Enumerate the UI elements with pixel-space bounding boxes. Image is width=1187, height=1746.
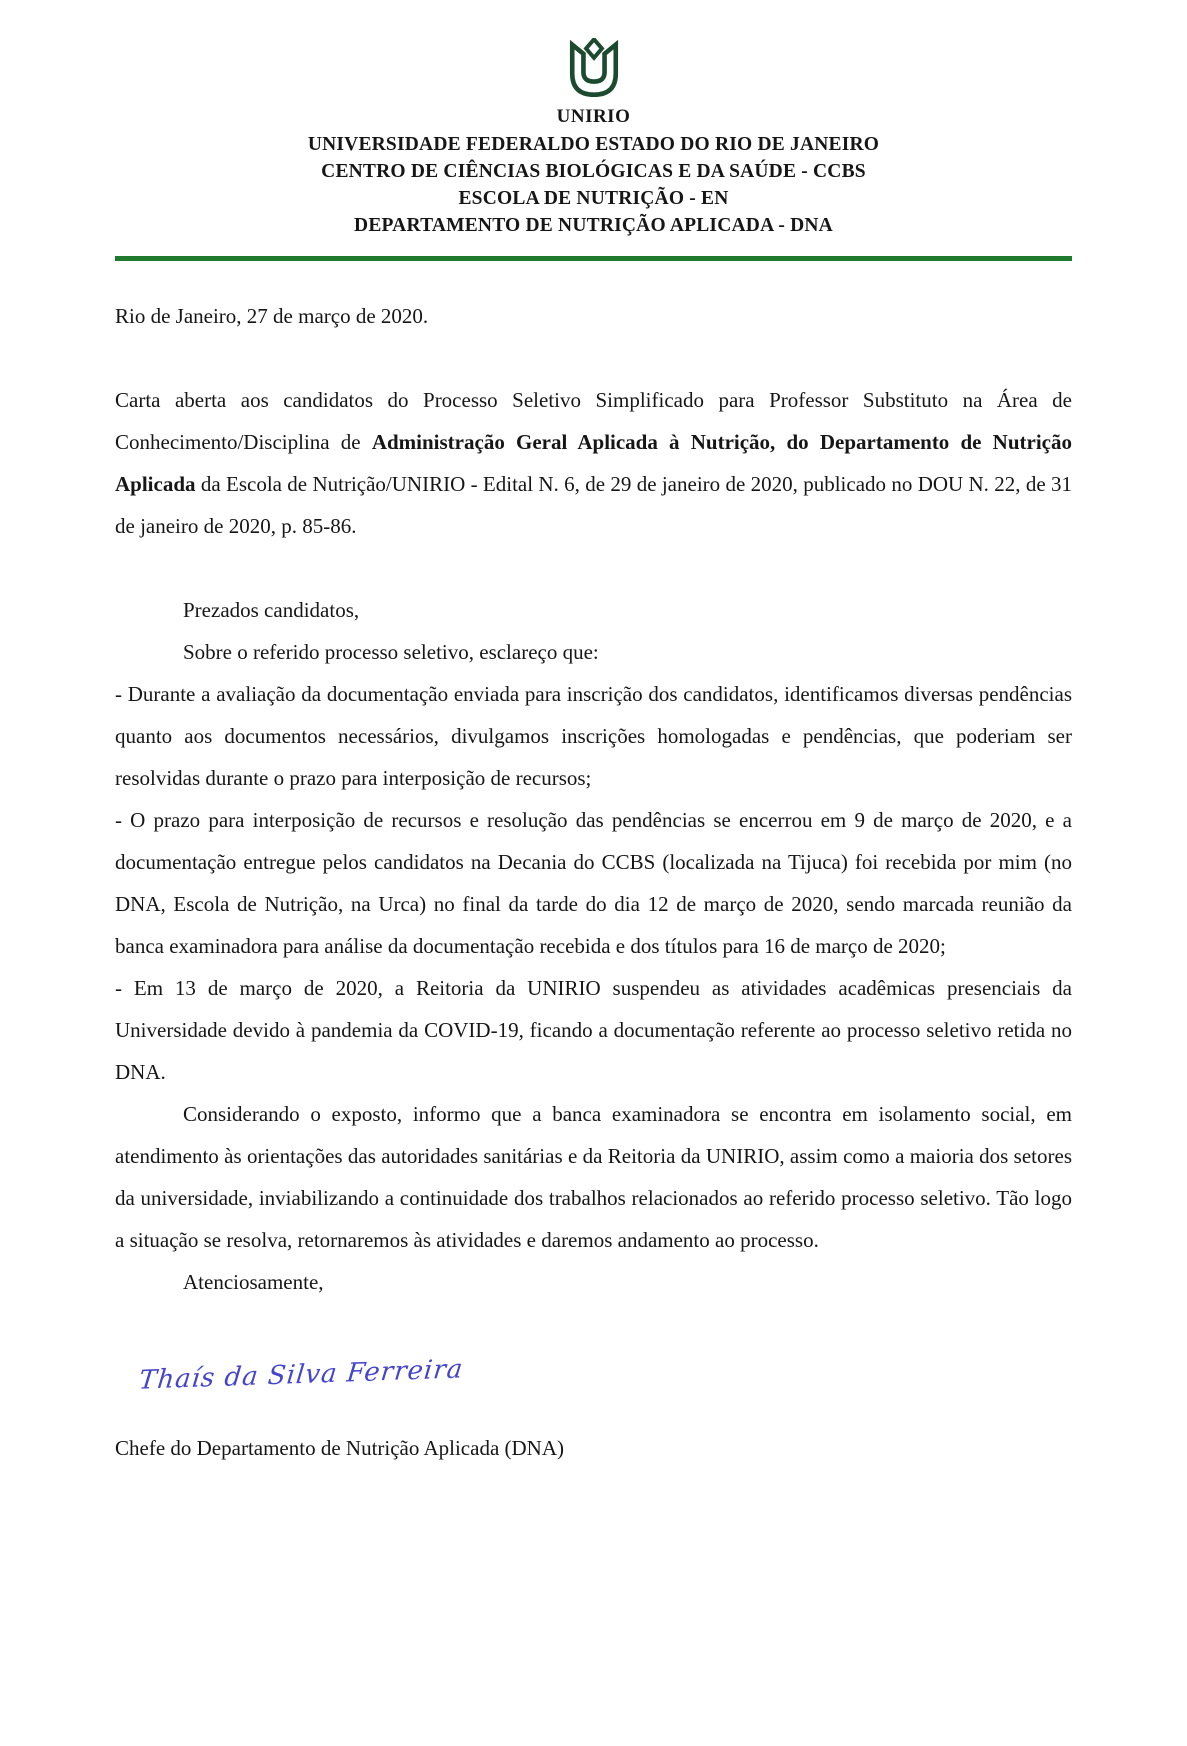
text-run: Carta aberta aos candidatos do Processo Seletivo Simplificado para Professor Substituto na Área de Conhecimento/Disciplina de	[115, 387, 1072, 454]
letterhead	[115, 38, 1072, 240]
text-run: - O prazo para interposição de recursos e resolução das pendências se encerrou em 9 de março de 2020, e a documentação entregue pelos candidatos na Decania do CCBS (localizada na Tijuca) foi recebida por mim (no DNA, Escola de Nutrição, na Urca) no final da tarde do dia 12 de março de 2020, sendo marcada reunião da banca examinadora para análise da documentação recebida e dos títulos para 16 de março de 2020;	[115, 807, 1072, 958]
unirio-logo	[115, 38, 1072, 100]
letter-body	[115, 295, 1072, 1469]
signature-handwriting: Thaís da Silva Ferreira	[137, 1353, 465, 1396]
unirio-emblem-icon	[561, 38, 627, 100]
letter-paragraph	[115, 1261, 1072, 1303]
letter-paragraph	[115, 673, 1072, 799]
letter-paragraphs	[115, 379, 1072, 1303]
letter-paragraph	[115, 1093, 1072, 1261]
text-run: - Em 13 de março de 2020, a Reitoria da UNIRIO suspendeu as atividades acadêmicas presenciais da Universidade devido à pandemia da COVID-19, ficando a documentação referente ao processo seletivo retida no DNA.	[115, 975, 1072, 1084]
text-run: Administração Geral Aplicada à Nutrição, do Departamento de Nutrição Aplicada	[115, 429, 1072, 496]
org-line-2: CENTRO DE CIÊNCIAS BIOLÓGICAS E DA SAÚDE - CCBS	[321, 160, 866, 182]
org-line-3: ESCOLA DE NUTRIÇÃO - EN	[458, 187, 729, 209]
letter-paragraph	[115, 799, 1072, 967]
letter-paragraph	[115, 589, 1072, 631]
text-run: Sobre o referido processo seletivo, esclareço que:	[183, 639, 599, 664]
org-line-4: DEPARTAMENTO DE NUTRIÇÃO APLICADA - DNA	[354, 214, 833, 236]
org-short-name: UNIRIO	[556, 106, 631, 127]
signature-block	[115, 1355, 1072, 1469]
letter-paragraph	[115, 967, 1072, 1093]
text-run: Considerando o exposto, informo que a banca examinadora se encontra em isolamento social, em atendimento às orientações das autoridades sanitárias e da Reitoria da UNIRIO, assim como a maioria dos setores da universidade, inviabilizando a continuidade dos trabalhos relacionados ao referido processo seletivo. Tão logo a situação se resolva, retornaremos às atividades e daremos andamento ao processo.	[115, 1101, 1072, 1252]
text-run: - Durante a avaliação da documentação enviada para inscrição dos candidatos, identificamos diversas pendências quanto aos documentos necessários, divulgamos inscrições homologadas e pendências, que poderiam ser resolvidas durante o prazo para interposição de recursos;	[115, 681, 1072, 790]
header-divider	[115, 256, 1072, 261]
date-line: Rio de Janeiro, 27 de março de 2020.	[115, 303, 429, 328]
org-line-1: UNIVERSIDADE FEDERALDO ESTADO DO RIO DE JANEIRO	[307, 134, 880, 155]
letter-paragraph	[115, 631, 1072, 673]
signer-role-line: Chefe do Departamento de Nutrição Aplicada (DNA)	[115, 1435, 564, 1460]
text-run: Atenciosamente,	[183, 1269, 324, 1294]
text-run: Prezados candidatos,	[183, 597, 360, 622]
text-run: da Escola de Nutrição/UNIRIO - Edital N. 6, de 29 de janeiro de 2020, publicado no DOU N. 22, de 31 de janeiro de 2020, p. 85-86.	[115, 471, 1072, 538]
letter-paragraph	[115, 379, 1072, 547]
